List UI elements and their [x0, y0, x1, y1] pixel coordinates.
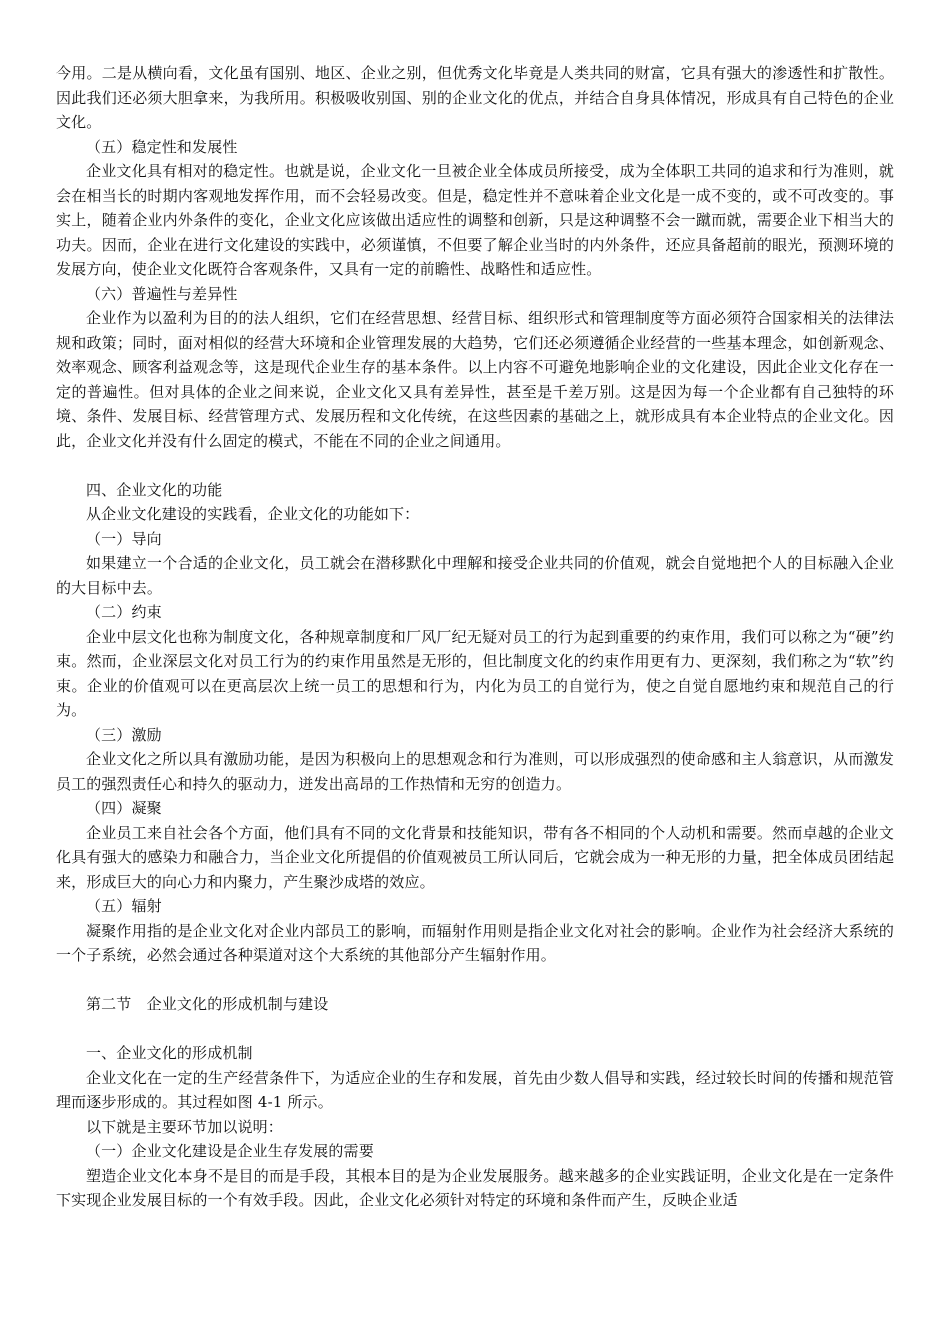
section-heading: （二）约束 [86, 603, 162, 621]
blank-line [56, 968, 894, 993]
section-heading: （三）激励 [86, 725, 162, 744]
paragraph: 企业文化在一定的生产经营条件下，为适应企业的生存和发展，首先由少数人倡导和实践，经过较长时间的传播和规范管理而逐步形成的。其过程如图 4-1 所示。 [56, 1068, 894, 1111]
section-heading: （四）凝聚 [86, 799, 162, 817]
paragraph: 企业中层文化也称为制度文化，各种规章制度和厂风厂纪无疑对员工的行为起到重要的约束作用，我们可以称之为“硬”约束。然而，企业深层文化对员工行为的约束作用虽然是无形的，但比制度文化的约束作用更有力、更深刻，我们称之为“软”约束。企业的价值观可以在更高层次上统一员工的思想和行为，内化为员工的自觉行为，使之自觉自愿地约束和规范自己的行为。 [56, 627, 894, 719]
section-heading: （五）稳定性和发展性 [86, 137, 238, 156]
paragraph: 今用。二是从横向看，文化虽有国别、地区、企业之别，但优秀文化毕竟是人类共同的财富，它具有强大的渗透性和扩散性。因此我们还必须大胆拿来，为我所用。积极吸收别国、别的企业文化的优点，并结合自身具体情况，形成具有自己特色的企业文化。 [56, 64, 894, 131]
paragraph: 塑造企业文化本身不是目的而是手段，其根本目的是为企业发展服务。越来越多的企业实践证明，企业文化是在一定条件下实现企业发展目标的一个有效手段。因此，企业文化必须针对特定的环境和条件而产生，反映企业适 [56, 1166, 894, 1209]
paragraph: 以下就是主要环节加以说明： [86, 1117, 283, 1136]
section-heading: （六）普遍性与差异性 [86, 284, 238, 303]
paragraph: 企业文化具有相对的稳定性。也就是说，企业文化一旦被企业全体成员所接受，成为全体职工共同的追求和行为准则，就会在相当长的时期内客观地发挥作用，而不会轻易改变。但是，稳定性并不意味着企业文化是一成不变的，或不可改变的。事实上，随着企业内外条件的变化，企业文化应该做出适应性的调整和创新，只是这种调整不会一蹴而就，需要企业下相当大的功夫。因而，企业在进行文化建设的实践中，必须谨慎，不但要了解企业当时的内外条件，还应具备超前的眼光，预测环境的发展方向，使企业文化既符合客观条件，又具有一定的前瞻性、战略性和适应性。 [56, 162, 894, 278]
paragraph: 企业作为以盈利为目的的法人组织，它们在经营思想、经营目标、组织形式和管理制度等方面必须符合国家相关的法律法规和政策；同时，面对相似的经营大环境和企业管理发展的大趋势，它们还必须遵循企业经营的一些基本理念，如创新观念、效率观念、顾客利益观念等，这是现代企业生存的基本条件。以上内容不可避免地影响企业的文化建设，因此企业文化存在一定的普遍性。但对具体的企业之间来说，企业文化又具有差异性，甚至是千差万别。这是因为每一个企业都有自己独特的环境、条件、发展目标、经营管理方式、发展历程和文化传统，在这些因素的基础之上，就形成具有本企业特点的企业文化。因此，企业文化并没有什么固定的模式，不能在不同的企业之间通用。 [56, 309, 894, 450]
chapter-heading: 一、企业文化的形成机制 [86, 1044, 253, 1062]
paragraph: 企业员工来自社会各个方面，他们具有不同的文化背景和技能知识，带有各不相同的个人动机和需要。然而卓越的企业文化具有强大的感染力和融合力，当企业文化所提倡的价值观被员工所认同后，它就会成为一种无形的力量，把全体成员团结起来，形成巨大的向心力和内聚力，产生聚沙成塔的效应。 [56, 823, 894, 891]
section-heading: （五）辐射 [86, 897, 162, 915]
paragraph: 凝聚作用指的是企业文化对企业内部员工的影响，而辐射作用则是指企业文化对社会的影响。企业作为社会经济大系统的一个子系统，必然会通过各种渠道对这个大系统的其他部分产生辐射作用。 [56, 921, 894, 964]
section-heading: （一）企业文化建设是企业生存发展的需要 [86, 1142, 374, 1160]
paragraph: 如果建立一个合适的企业文化，员工就会在潜移默化中理解和接受企业共同的价值观，就会自觉地把个人的目标融入企业的大目标中去。 [56, 554, 894, 597]
paragraph: 从企业文化建设的实践看，企业文化的功能如下： [86, 505, 420, 523]
blank-line [56, 453, 894, 478]
paragraph: 企业文化之所以具有激励功能，是因为积极向上的思想观念和行为准则，可以形成强烈的使命感和主人翁意识，从而激发员工的强烈责任心和持久的驱动力，迸发出高昂的工作热情和无穷的创造力。 [56, 750, 894, 793]
chapter-heading: 四、企业文化的功能 [86, 480, 223, 499]
blank-line [56, 1017, 894, 1042]
document-page [56, 61, 894, 1213]
section-heading: （一）导向 [86, 529, 162, 548]
section-title: 第二节 企业文化的形成机制与建设 [86, 995, 329, 1013]
